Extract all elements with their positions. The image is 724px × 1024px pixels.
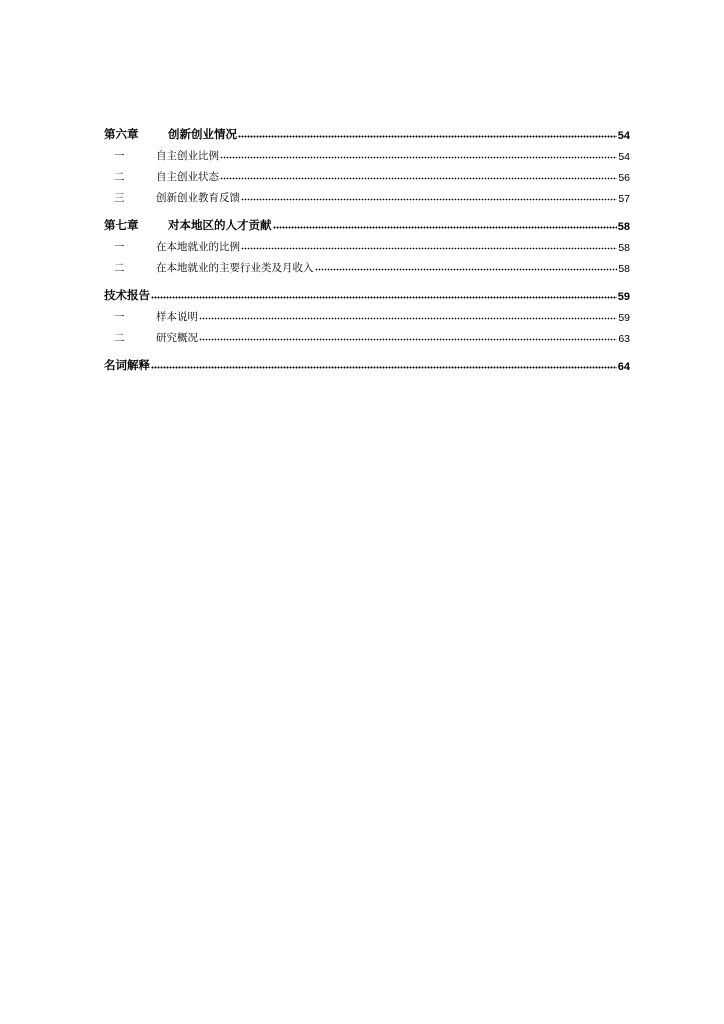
toc-leader-dots xyxy=(241,245,617,251)
toc-entry-title: 自主创业比例 xyxy=(156,150,219,162)
toc-entry-title: 自主创业状态 xyxy=(156,171,219,183)
toc-leader-dots xyxy=(238,133,617,139)
toc-chapter-glossary[interactable] xyxy=(104,355,630,373)
toc-chapter-technical-report[interactable] xyxy=(104,285,630,303)
toc-entry-page: 57 xyxy=(618,193,630,205)
toc-entry-page: 58 xyxy=(617,221,630,233)
toc-entry-page: 64 xyxy=(617,361,630,373)
toc-entry-number: 一 xyxy=(114,311,125,323)
toc-section-6-3[interactable] xyxy=(104,191,630,205)
toc-entry-page: 58 xyxy=(618,263,630,275)
toc-entry-page: 54 xyxy=(618,151,630,163)
toc-entry-page: 59 xyxy=(617,291,630,303)
toc-section-7-2[interactable] xyxy=(104,261,630,275)
toc-chapter-6[interactable] xyxy=(104,124,630,142)
toc-entry-page: 58 xyxy=(618,242,630,254)
toc-entry-page: 59 xyxy=(618,312,630,324)
toc-entry-number: 第七章 xyxy=(104,218,139,232)
toc-entry-number: 二 xyxy=(114,262,125,274)
table-of-contents xyxy=(104,124,630,380)
toc-leader-dots xyxy=(151,294,617,300)
toc-entry-title: 在本地就业的主要行业类及月收入 xyxy=(156,262,314,274)
toc-entry-title: 技术报告 xyxy=(104,288,150,302)
toc-entry-number: 第六章 xyxy=(104,127,139,141)
toc-section-6-2[interactable] xyxy=(104,170,630,184)
toc-leader-dots xyxy=(151,364,617,370)
toc-entry-page: 63 xyxy=(618,333,630,345)
toc-leader-dots xyxy=(199,315,617,321)
toc-entry-title: 创新创业教育反馈 xyxy=(156,192,240,204)
toc-entry-number: 一 xyxy=(114,150,125,162)
toc-chapter-7[interactable] xyxy=(104,215,630,233)
toc-entry-title: 样本说明 xyxy=(156,311,198,323)
toc-leader-dots xyxy=(220,154,617,160)
toc-leader-dots xyxy=(220,175,617,181)
toc-leader-dots xyxy=(241,196,617,202)
toc-entry-title: 在本地就业的比例 xyxy=(156,241,240,253)
toc-section-7-1[interactable] xyxy=(104,240,630,254)
toc-entry-title: 名词解释 xyxy=(104,358,150,372)
toc-leader-dots xyxy=(199,336,617,342)
toc-leader-dots xyxy=(315,266,618,272)
toc-entry-number: 二 xyxy=(114,171,125,183)
toc-section-tech-1[interactable] xyxy=(104,310,630,324)
toc-entry-title: 创新创业情况 xyxy=(168,127,237,141)
toc-section-tech-2[interactable] xyxy=(104,331,630,345)
toc-entry-number: 二 xyxy=(114,332,125,344)
toc-entry-page: 56 xyxy=(618,172,630,184)
toc-section-6-1[interactable] xyxy=(104,149,630,163)
toc-leader-dots xyxy=(273,224,617,230)
toc-entry-number: 一 xyxy=(114,241,125,253)
toc-entry-title: 对本地区的人才贡献 xyxy=(168,218,272,232)
toc-entry-title: 研究概况 xyxy=(156,332,198,344)
toc-entry-page: 54 xyxy=(617,130,630,142)
toc-entry-number: 三 xyxy=(114,192,125,204)
